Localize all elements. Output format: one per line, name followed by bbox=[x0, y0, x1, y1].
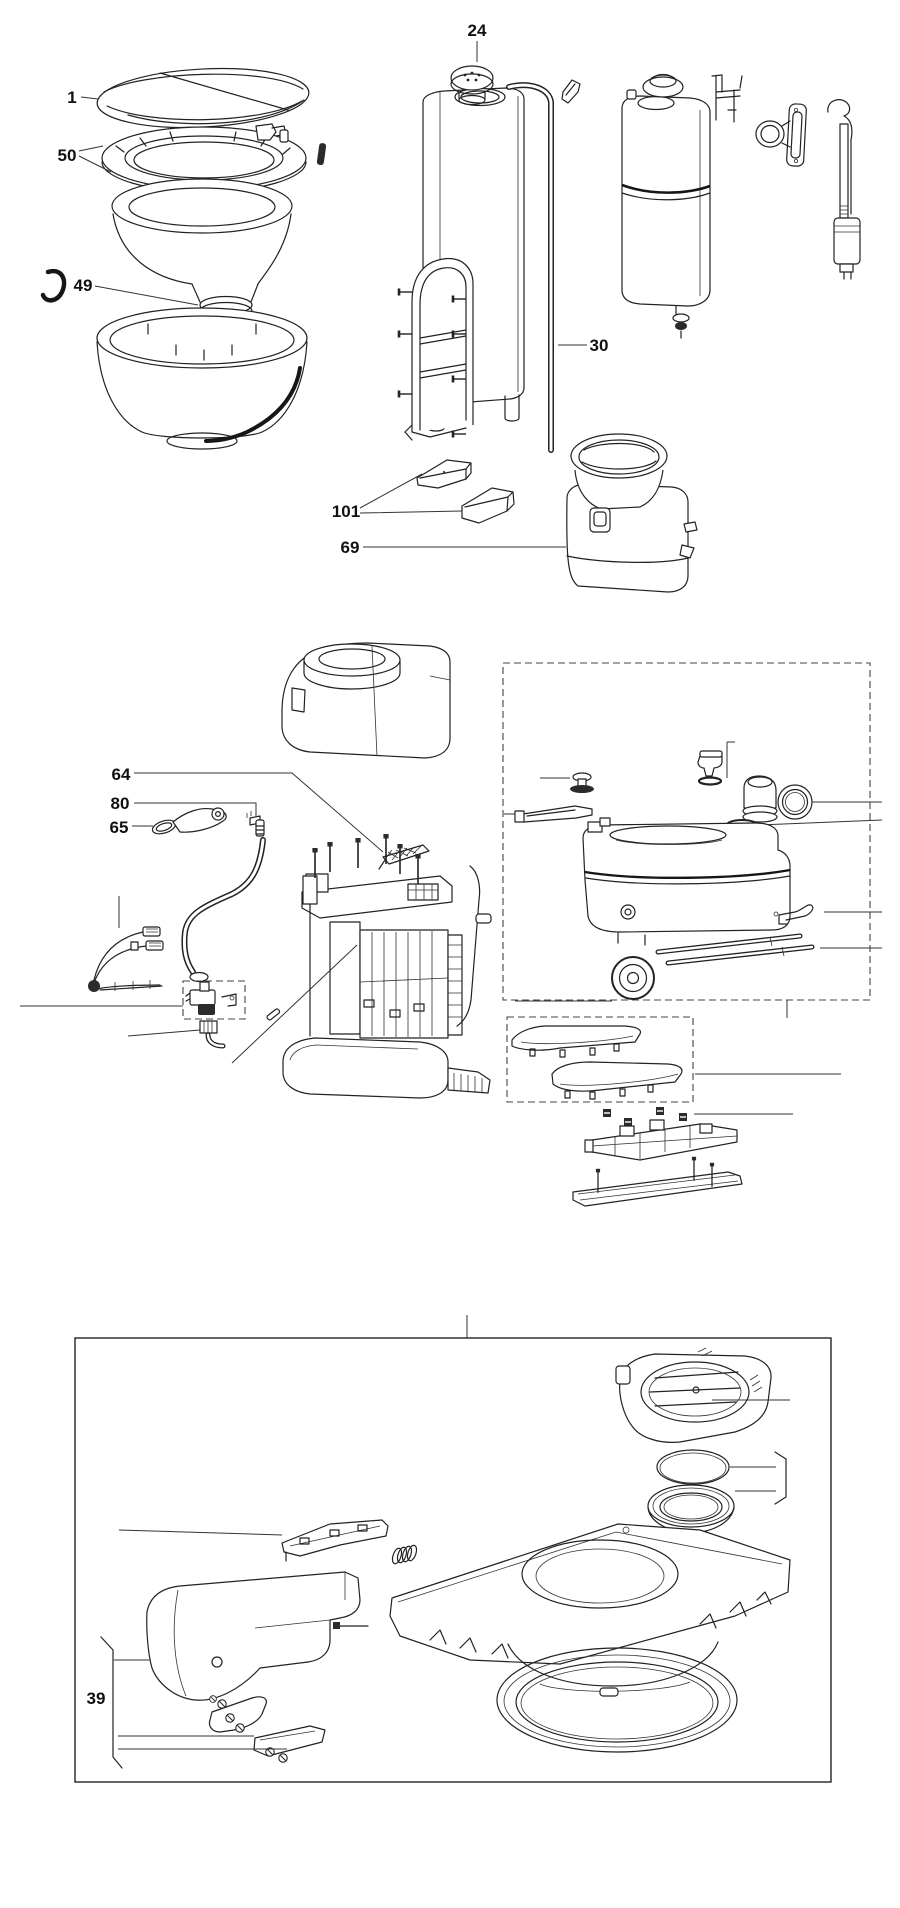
water-pump-part bbox=[828, 100, 860, 279]
outlet-flange-part bbox=[756, 104, 807, 167]
callout-49: 49 bbox=[73, 276, 93, 295]
tank-cap-small-part bbox=[643, 75, 683, 98]
seat-cover-mechanism-part bbox=[616, 1348, 790, 1442]
callout-101: 101 bbox=[331, 502, 361, 521]
lever-arm-part bbox=[151, 808, 226, 836]
wiring-harness-part bbox=[88, 896, 163, 992]
leader-coupling bbox=[128, 1030, 200, 1036]
leader-64 bbox=[134, 773, 383, 852]
valve-block-assembly bbox=[232, 834, 491, 1098]
leader-seal bbox=[758, 820, 882, 825]
section-bench-toilet bbox=[43, 21, 860, 592]
leader-latch bbox=[119, 1530, 282, 1535]
cover-housing-part bbox=[282, 643, 450, 758]
seal-ring-thin-part bbox=[657, 1450, 729, 1484]
fill-bracket-part bbox=[712, 75, 742, 122]
callout-80: 80 bbox=[110, 794, 130, 813]
cassette-tank-group bbox=[503, 663, 882, 1001]
column-tank-part bbox=[316, 88, 524, 440]
clip-part bbox=[562, 80, 580, 103]
section-mechanism bbox=[20, 643, 882, 1206]
base-bucket-part bbox=[43, 271, 307, 449]
seal-ring-thick-part bbox=[648, 1485, 734, 1533]
mounting-wedge-parts bbox=[417, 460, 514, 523]
callout-39: 39 bbox=[86, 1689, 106, 1708]
flush-water-tank-part bbox=[622, 90, 710, 338]
callout-65: 65 bbox=[109, 818, 129, 837]
callout-30: 30 bbox=[589, 336, 609, 355]
callout-64: 64 bbox=[111, 765, 131, 784]
water-valve-part bbox=[183, 981, 245, 1046]
callout-69: 69 bbox=[340, 538, 360, 557]
callout-50: 50 bbox=[57, 146, 77, 165]
leader-seals bbox=[730, 1467, 776, 1491]
base-oval-seal-part bbox=[497, 1648, 737, 1752]
spring-part bbox=[391, 1544, 419, 1565]
lower-cover-housing-part bbox=[147, 1572, 360, 1700]
water-hose-part bbox=[184, 840, 263, 982]
toilet-lid-part bbox=[96, 63, 311, 132]
latch-rail-part bbox=[282, 1520, 388, 1561]
bowl-part bbox=[112, 179, 292, 327]
clamp-bracket-parts bbox=[209, 1696, 325, 1763]
leader-1 bbox=[81, 97, 98, 99]
callout-1: 1 bbox=[67, 88, 77, 107]
trim-strip-group bbox=[507, 1017, 693, 1102]
callout-24: 24 bbox=[467, 21, 487, 40]
leader-49 bbox=[95, 286, 198, 305]
compact-toilet-unit-part bbox=[567, 434, 697, 592]
section-slide-valve bbox=[75, 1315, 831, 1782]
seal-group-bracket bbox=[775, 1452, 786, 1504]
rail-hardware-group bbox=[573, 1107, 793, 1206]
